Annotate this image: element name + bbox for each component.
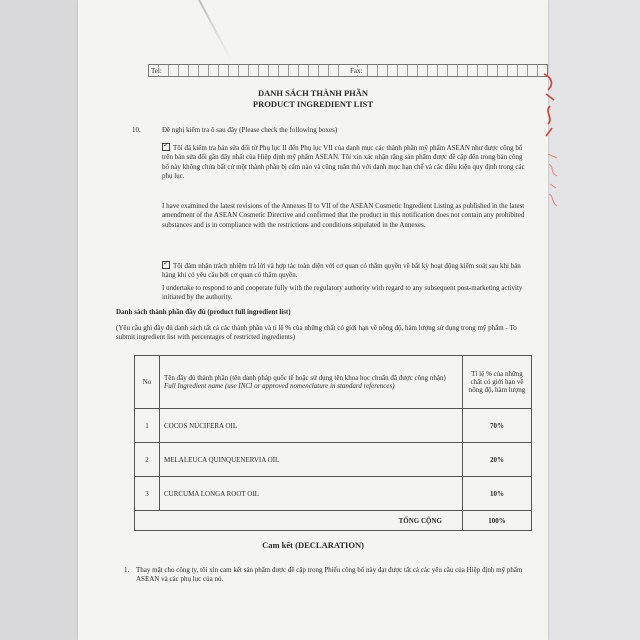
box2-vi-text: Tôi đảm nhận trách nhiệm trả lời và hợp tác toàn diện với cơ quan có thẩm quyền về bất kỳ hoạt động kiểm soát sau khi bán hàng khi có yêu cầu bởi cơ quan có thẩm quyền. xyxy=(162,262,521,280)
row-3-no: 3 xyxy=(135,477,160,511)
header-name-vi: Tên đầy đủ thành phần (tên danh pháp quốc tế hoặc sử dụng tên khoa học chuẩn đã được công nhận) xyxy=(164,374,446,382)
red-handwriting-mark xyxy=(545,150,561,210)
box1-vi xyxy=(162,143,526,181)
title-vi: DANH SÁCH THÀNH PHẦN xyxy=(257,88,369,98)
table-row xyxy=(135,443,532,477)
tel-label: Tel: xyxy=(151,66,162,75)
box2-vi xyxy=(162,261,526,281)
box1-vi-text: Tôi đã kiểm tra bản sửa đổi từ Phụ lục II đến Phụ lục VII của danh mục các thành phần mỹ phẩm ASEAN như được công bố trên bản sửa đổi gần đây nhất của Hiệp định mỹ phẩm ASEAN. Tôi xin xác nhận rằng sản phẩm được đề cập đến trong bản công bố này không chứa bất cứ một thành phần bị cấm nào và cũng tuân thủ với danh mục hạn chế và các điều kiện quy định trong các phụ lục. xyxy=(162,144,525,180)
tel-fax-box xyxy=(148,64,548,77)
header-name-en: Full Ingredient name (use INCI or approved nomenclature in standard references) xyxy=(164,382,395,390)
row-2-pct: 20% xyxy=(463,443,532,477)
table-total-row xyxy=(135,511,532,531)
table-row xyxy=(135,409,532,443)
document-page xyxy=(78,0,548,640)
declaration-title: Cam kết (DECLARATION) xyxy=(262,540,364,550)
row-2-name: MELALEUCA QUINQUENERVIA OIL xyxy=(160,443,463,477)
fold-line xyxy=(198,0,233,62)
header-no: No xyxy=(135,356,160,409)
box1-en: I have examined the latest revisions of the Annexes II to VII of the ASEAN Cosmetic Ingredient Listing as published in the latest amendment of the ASEAN Cosmetic Directive and confirmed that the product in this notification does not contain any prohibited substances and is in compliance with the restrictions and conditions stipulated in the Annexes. xyxy=(162,202,525,229)
background-right xyxy=(548,0,640,640)
item10-number: 10. xyxy=(132,126,141,134)
row-2-no: 2 xyxy=(135,443,160,477)
row-3-name: CURCUMA LONGA ROOT OIL xyxy=(160,477,463,511)
table-header-row xyxy=(135,356,532,409)
checkbox-2[interactable] xyxy=(162,261,170,269)
row-3-pct: 10% xyxy=(463,477,532,511)
table-row xyxy=(135,477,532,511)
tel-field xyxy=(149,65,348,76)
box2-en: I undertake to respond to and cooperate fully with the regulatory authority with regard to any subsequent post-marketing activity initiated by the authority. xyxy=(162,284,523,302)
row-1-no: 1 xyxy=(135,409,160,443)
ingredient-note: (Yêu cầu ghi đầy đủ danh sách tất cả các thành phần và tỉ lệ % của những chất có giới hạn về nồng độ, hàm lượng sử dụng trong mỹ phẩm - To submit ingredient list with percentages of restricted ingredients) xyxy=(116,324,517,342)
item10-instruction: Đề nghị kiểm tra ô sau đây (Please check the following boxes) xyxy=(162,126,338,134)
fax-label: Fax: xyxy=(350,66,363,75)
fax-field xyxy=(348,65,547,76)
declaration-item1: Thay mặt cho công ty, tôi xin cam kết sản phẩm được đề cập trong Phiếu công bố này đạt được tất cả các yêu cầu của Hiệp định mỹ phẩm ASEAN và các phụ lục của nó. xyxy=(136,566,523,584)
header-name xyxy=(160,356,463,409)
stamp-icon xyxy=(540,70,560,140)
ingredient-heading: Danh sách thành phần đầy đủ (product full ingredient list) xyxy=(116,308,291,316)
total-value: 100% xyxy=(463,511,532,531)
red-stamp-mark xyxy=(540,70,560,140)
title-en: PRODUCT INGREDIENT LIST xyxy=(252,99,374,109)
ingredient-table xyxy=(134,355,532,531)
row-1-pct: 70% xyxy=(463,409,532,443)
total-label: TỔNG CỘNG xyxy=(135,511,463,531)
handwriting-icon xyxy=(545,150,561,210)
row-1-name: COCOS NUCIFERA OIL xyxy=(160,409,463,443)
declaration-item1-no: 1. xyxy=(124,566,130,574)
checkbox-1[interactable] xyxy=(162,143,170,151)
header-pct: Tỉ lệ % của những chất có giới hạn về nồng độ, hàm lượng xyxy=(463,356,532,409)
